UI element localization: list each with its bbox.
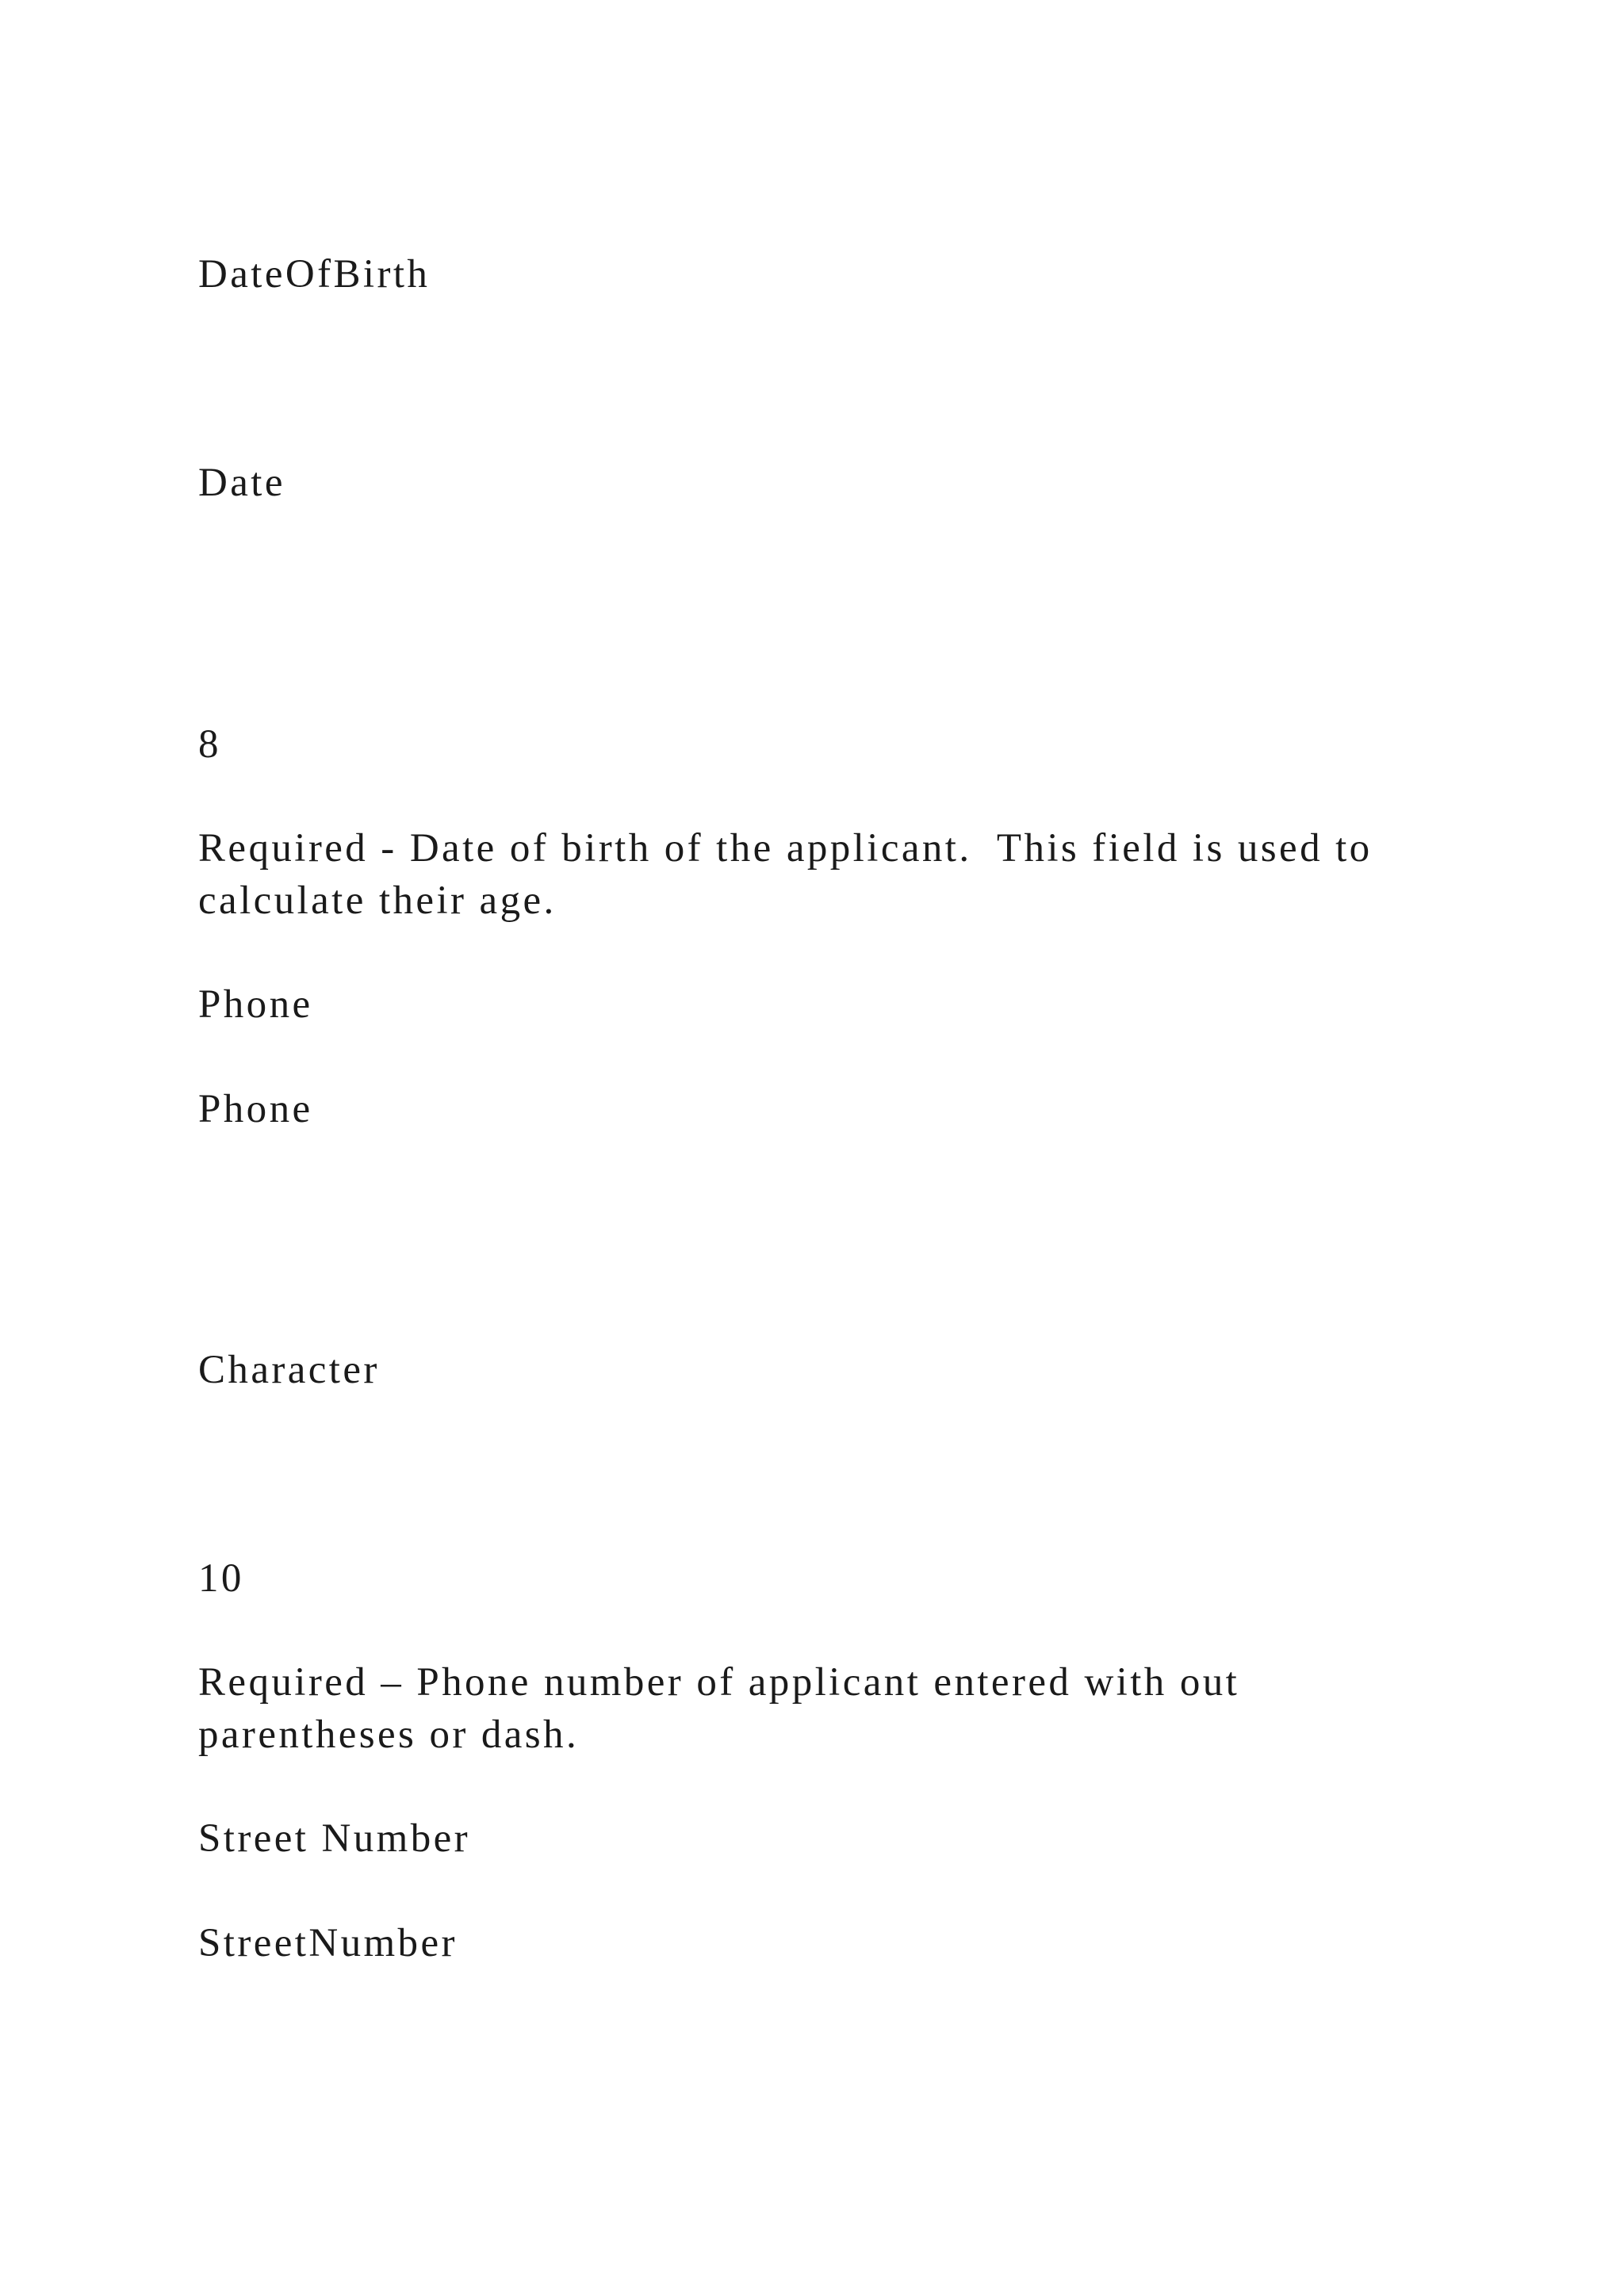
field-caption-street-number: Street Number	[198, 1816, 471, 1861]
field-name-phone: Phone	[198, 1087, 313, 1131]
field-name-dateofbirth: DateOfBirth	[198, 252, 431, 297]
field-description-dob-line2: calculate their age.	[198, 878, 557, 923]
field-type-character: Character	[198, 1348, 380, 1392]
field-size-10: 10	[198, 1556, 244, 1601]
field-type-date: Date	[198, 461, 285, 505]
field-description-phone-line1: Required – Phone number of applicant entered with out	[198, 1660, 1240, 1705]
field-size-8: 8	[198, 722, 221, 767]
field-name-streetnumber: StreetNumber	[198, 1921, 458, 1965]
field-description-dob-line1: Required - Date of birth of the applicant. This field is used to	[198, 826, 1373, 871]
field-description-phone-line2: parentheses or dash.	[198, 1712, 580, 1757]
field-caption-phone: Phone	[198, 982, 313, 1027]
